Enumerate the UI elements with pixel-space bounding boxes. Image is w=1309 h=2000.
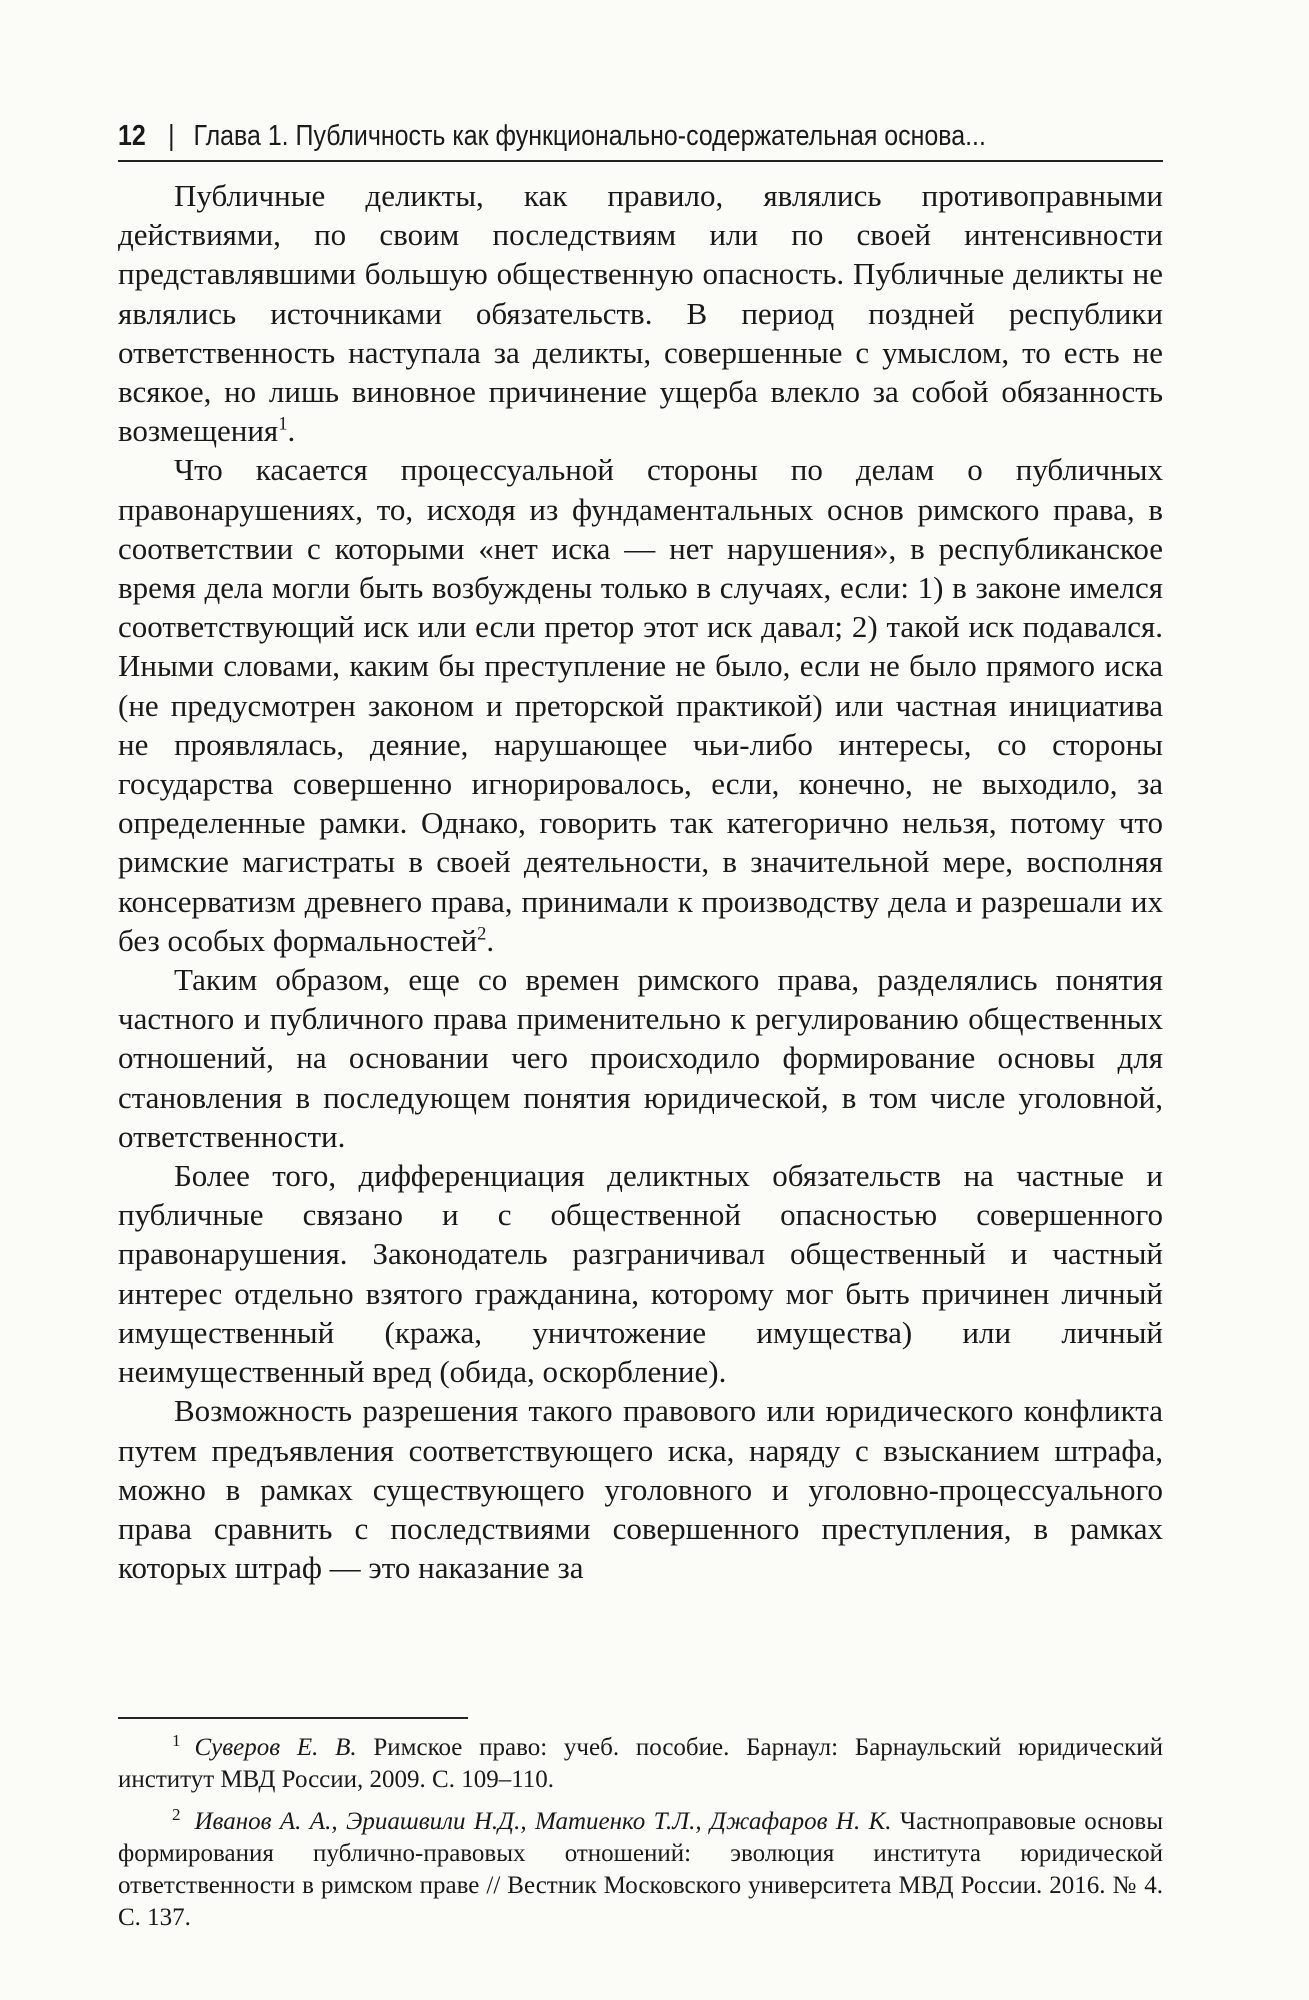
footnote-author-1: Суверов Е. В. <box>194 1734 357 1761</box>
footnote-rule <box>118 1717 468 1719</box>
header-separator: | <box>168 120 175 152</box>
footnotes <box>118 1732 1163 1944</box>
footnote-2 <box>118 1806 1163 1934</box>
main-text <box>118 176 1163 1587</box>
footnote-text-2: Частноправовые основы формирования публично-правовых отношений: эволюция института юридической ответственности в римском праве // Вестник Московского университета МВД России. 2016. № 4. С. 137. <box>118 1808 1164 1931</box>
running-head <box>118 116 1017 156</box>
header-rule <box>118 160 1163 162</box>
paragraph-3: Таким образом, еще со времен римского права, разделялись понятия частного и публичного права применительно к регулированию общественных отношений, на основании чего происходило формирование основы для становления в последующем понятия юридической, в том числе уголовной, ответственности. <box>118 962 1163 1154</box>
paragraph-2: Что касается процессуальной стороны по делам о публичных правонарушениях, то, исходя из фундаментальных основ римского права, в соответствии с которыми «нет иска — нет нарушения», в республиканское время дела могли быть возбуждены только в случаях, если: 1) в законе имелся соответствующий иск или если претор этот иск давал; 2) такой иск подавался. Иными словами, каким бы преступление не было, если не было прямого иска (не предусмотрен законом и преторской практикой) или частная инициатива не проявлялась, деяние, нарушающее чьи-либо интересы, со стороны государства совершенно игнорировалось, если, конечно, не выходило, за определенные рамки. Однако, говорить так категорично нельзя, потому что римские магистраты в своей деятельности, в значительной мере, восполняя консерватизм древнего права, принимали к производству дела и разрешали их без особых формальностей$^2$. <box>118 452 1163 958</box>
footnote-author-2: Иванов А. А., Эриашвили Н.Д., Матиенко Т.Л., Джафаров Н. К. <box>194 1808 892 1835</box>
chapter-title: Глава 1. Публичность как функционально-содержательная основа... <box>193 120 986 152</box>
footnote-ref-2[interactable]: 2 <box>477 923 487 945</box>
paragraph-5: Возможность разрешения такого правового или юридического конфликта путем предъявления соответствующего иска, наряду с взысканием штрафа, можно в рамках существующего уголовного и уголовно-процессуального права сравнить с последствиями совершенного преступления, в рамках которых штраф — это наказание за <box>118 1393 1163 1586</box>
footnote-1 <box>118 1732 1163 1796</box>
footnote-mark-1: 1 <box>172 1730 181 1750</box>
footnote-text-1: Римское право: учеб. пособие. Барнаул: Барнаульский юридический институт МВД России, 2009. С. 109–110. <box>118 1734 1163 1793</box>
page-number: 12 <box>118 120 146 152</box>
paragraph-4: Более того, дифференциация деликтных обязательств на частные и публичные связано и с общественной опасностью совершенного правонарушения. Законодатель разграничивал общественный и частный интерес отдельно взятого гражданина, которому мог быть причинен личный имущественный (кража, уничтожение имущества) или личный неимущественный вред (обида, оскорбление). <box>118 1158 1163 1390</box>
footnote-mark-2: 2 <box>172 1804 181 1824</box>
paragraph-1: Публичные деликты, как правило, являлись противоправными действиями, по своим последствиям или по своей интенсивности представлявшими большую общественную опасность. Публичные деликты не являлись источниками обязательств. В период поздней республики ответственность наступала за деликты, совершенные с умыслом, то есть не всякое, но лишь виновное причинение ущерба влекло за собой обязанность возмещения$^1$. <box>118 178 1163 449</box>
footnote-ref-1[interactable]: 1 <box>278 413 288 435</box>
